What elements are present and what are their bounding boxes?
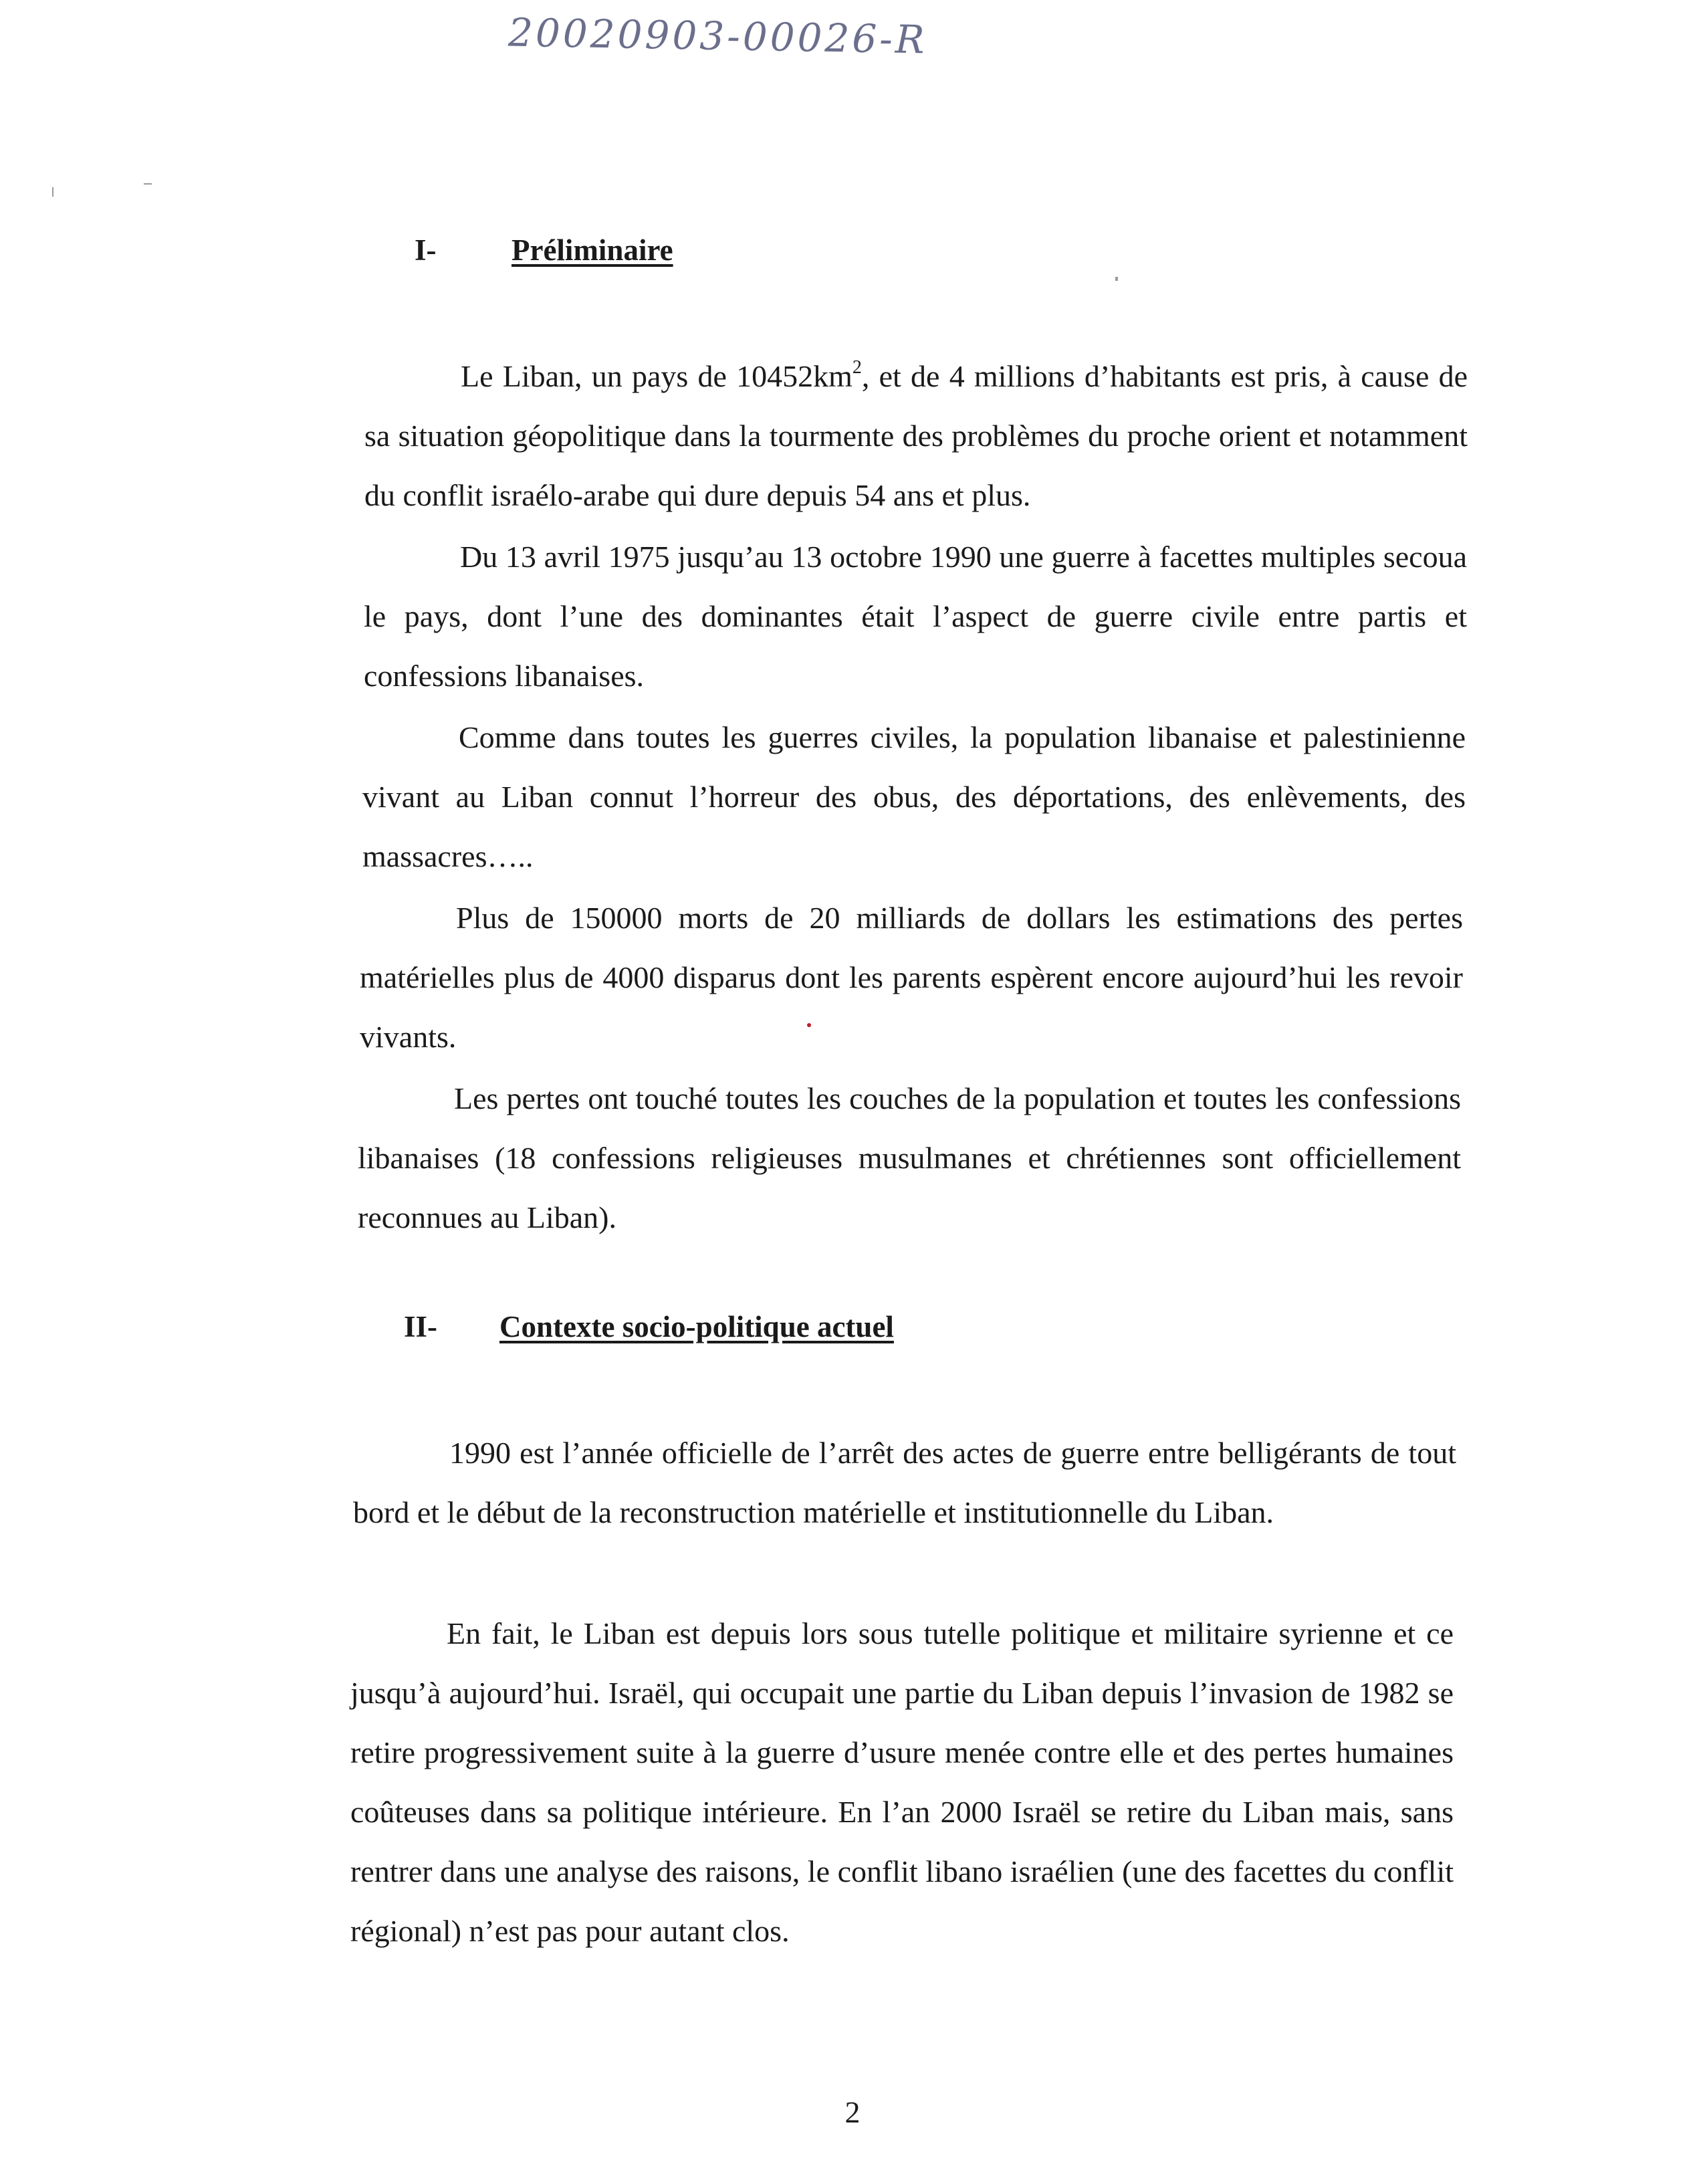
section-number: II-	[404, 1310, 438, 1343]
scan-mark	[1115, 277, 1118, 281]
paragraph-text: , et de 4 millions d’habitants est pris, à cause de sa situation géopolitique dans la tourmente des problèmes du proche orient et notamment du conflit israélo-arabe qui dure depuis 54 ans et plus.	[364, 359, 1468, 512]
section-title: Contexte socio-politique actuel	[499, 1310, 894, 1343]
paragraph-text: Le Liban, un pays de 10452km	[461, 359, 852, 393]
section-title: Préliminaire	[511, 233, 673, 267]
paragraph: Du 13 avril 1975 jusqu’au 13 octobre 1990 une guerre à facettes multiples secoua le pays, dont l’une des dominantes était l’aspect de guerre civile entre partis et confessions libanaises.	[364, 540, 1467, 693]
paragraph: 1990 est l’année officielle de l’arrêt des actes de guerre entre belligérants de tout bord et le début de la reconstruction matérielle et institutionnelle du Liban.	[353, 1436, 1456, 1529]
page-number: 2	[844, 2095, 861, 2129]
paragraph: Les pertes ont touché toutes les couches de la population et toutes les confessions libanaises (18 confessions religieuses musulmanes et chrétiennes sont officiellement reconnues au Liban).	[358, 1081, 1461, 1234]
paragraph: En fait, le Liban est depuis lors sous tutelle politique et militaire syrienne et ce jusqu’à aujourd’hui. Israël, qui occupait une partie du Liban depuis l’invasion de 1982 se retire progressivement suite à la guerre d’usure menée contre elle et des pertes humaines coûteuses dans sa politique intérieure. En l’an 2000 Israël se retire du Liban mais, sans rentrer dans une analyse des raisons, le conflit libano israélien (une des facettes du conflit régional) n’est pas pour autant clos.	[350, 1616, 1454, 1948]
red-ink-dot	[807, 1023, 811, 1027]
paragraph	[364, 346, 1468, 525]
section-number: I-	[415, 233, 437, 267]
scan-mark	[144, 183, 152, 185]
handwritten-reference: 20020903-00026-R	[507, 9, 928, 63]
scan-mark	[52, 187, 53, 197]
superscript: 2	[852, 357, 862, 378]
paragraph: Plus de 150000 morts de 20 milliards de dollars les estimations des pertes matérielles plus de 4000 disparus dont les parents espèrent encore aujourd’hui les revoir vivants.	[360, 901, 1463, 1054]
paragraph: Comme dans toutes les guerres civiles, la population libanaise et palestinienne vivant au Liban connut l’horreur des obus, des déportations, des enlèvements, des massacres…..	[362, 720, 1466, 873]
